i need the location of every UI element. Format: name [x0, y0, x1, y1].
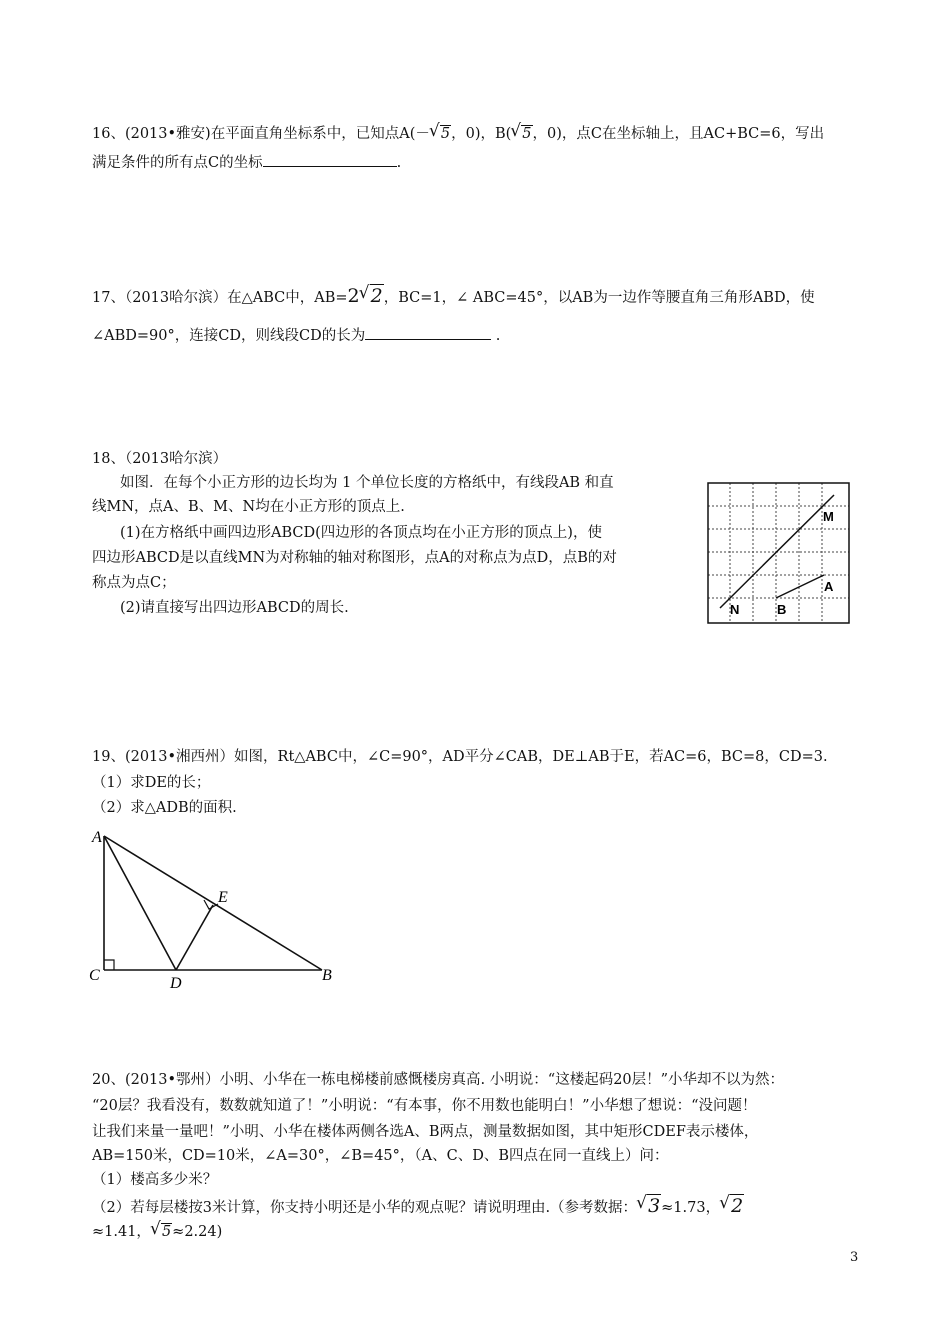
answer-blank[interactable] — [263, 152, 397, 167]
q18-p3: (1)在方格纸中画四边形ABCD(四边形的各顶点均在小正方形的顶点上)，使 — [120, 525, 602, 541]
q18-p5: 称点为点C； — [92, 575, 176, 591]
triangle-lines — [104, 836, 322, 970]
radicand: 2 — [370, 285, 383, 307]
q17-line1 — [92, 286, 815, 308]
sqrt-2 — [720, 1196, 744, 1216]
q16-text-c: ，0)，点C在坐标轴上，且AC+BC=6，写出 — [532, 126, 825, 142]
radicand: 2 — [731, 1195, 744, 1217]
label-d: D — [170, 975, 182, 992]
page-number: 3 — [850, 1250, 859, 1265]
radicand: 3 — [648, 1195, 661, 1217]
q17-text-c: ∠ABD=90°，连接CD，则线段CD的长为 — [92, 328, 366, 344]
q18-p4: 四边形ABCD是以直线MN为对称轴的轴对称图形，点A的对称点为点D，点B的对 — [92, 550, 617, 566]
sqrt-5-a — [430, 124, 451, 144]
sqrt-2 — [360, 286, 384, 306]
coefficient: 2 — [347, 285, 360, 307]
q20-text-b: ≈1.73， — [661, 1200, 721, 1216]
sqrt-5-b — [511, 124, 532, 144]
sqrt-5 — [151, 1222, 172, 1242]
q16-text-d: 满足条件的所有点C的坐标 — [92, 155, 263, 171]
q20-line6 — [92, 1196, 744, 1218]
segment-ab — [776, 575, 824, 598]
grid-figure — [706, 481, 852, 625]
radicand: 5 — [522, 126, 532, 142]
q16-line1 — [92, 124, 824, 144]
q16-text-a: 16、(2013•雅安)在平面直角坐标系中，已知点A(－ — [92, 126, 430, 142]
right-angle-marks — [104, 900, 218, 970]
q16-text-e: . — [396, 155, 402, 171]
label-b: B — [777, 602, 787, 617]
radicand: 5 — [440, 126, 451, 142]
q18-p6: (2)请直接写出四边形ABCD的周长. — [120, 600, 349, 616]
q20-text-d: ≈2.24) — [172, 1224, 223, 1240]
q17-text-d: . — [491, 328, 501, 344]
q20-text-a: （2）若每层楼按3米计算，你支持小明还是小华的观点呢？请说明理由.（参考数据： — [92, 1200, 638, 1216]
answer-blank[interactable] — [365, 325, 491, 340]
q19-line3: （2）求△ADB的面积. — [92, 800, 237, 816]
label-a: A — [92, 829, 102, 846]
q19-line2: （1）求DE的长； — [92, 775, 211, 791]
q17-text-b: ，BC=1，∠ ABC=45°，以AB为一边作等腰直角三角形ABD，使 — [383, 290, 815, 306]
q20-line3: 让我们来量一量吧！”小明、小华在楼体两侧各选A、B两点，测量数据如图，其中矩形CDEF表示楼体， — [92, 1124, 759, 1140]
q18-p2: 线MN，点A、B、M、N均在小正方形的顶点上. — [92, 499, 405, 515]
label-m: M — [823, 509, 834, 524]
q17-text-a: 17、（2013哈尔滨）在△ABC中，AB= — [92, 290, 348, 306]
label-b: B — [322, 967, 332, 984]
q19-line1: 19、(2013•湘西州）如图，Rt△ABC中，∠C=90°，AD平分∠CAB，DE⊥AB于E，若AC=6，BC=8，CD=3. — [92, 749, 828, 765]
q20-line1: 20、(2013•鄂州）小明、小华在一栋电梯楼前感慨楼房真高. 小明说：“这楼起码20层！”小华却不以为然： — [92, 1072, 785, 1088]
radicand: 5 — [161, 1224, 172, 1240]
q18-head: 18、（2013哈尔滨） — [92, 451, 228, 467]
label-e: E — [218, 889, 228, 906]
q17-line2 — [92, 325, 500, 346]
q18-p1: 如图．在每个小正方形的边长均为 1 个单位长度的方格纸中，有线段AB 和直 — [120, 475, 614, 491]
sqrt-3 — [637, 1196, 661, 1216]
q16-text-b: ，0)，B( — [451, 126, 512, 142]
label-c: C — [89, 967, 100, 984]
q20-line2: “20层？我看没有，数数就知道了！”小明说：“有本事，你不用数也能明白！”小华想了想说：“没问题！ — [92, 1098, 757, 1114]
q16-line2 — [92, 152, 401, 173]
label-n: N — [730, 602, 740, 617]
q20-text-c: ≈1.41， — [92, 1224, 151, 1240]
label-a: A — [824, 579, 834, 594]
q20-line5: （1）楼高多少米？ — [92, 1172, 218, 1188]
triangle-figure — [86, 818, 346, 993]
q20-line7 — [92, 1222, 222, 1242]
q20-line4: AB=150米，CD=10米，∠A=30°，∠B=45°，（A、C、D、B四点在同一直线上）问： — [92, 1148, 669, 1164]
